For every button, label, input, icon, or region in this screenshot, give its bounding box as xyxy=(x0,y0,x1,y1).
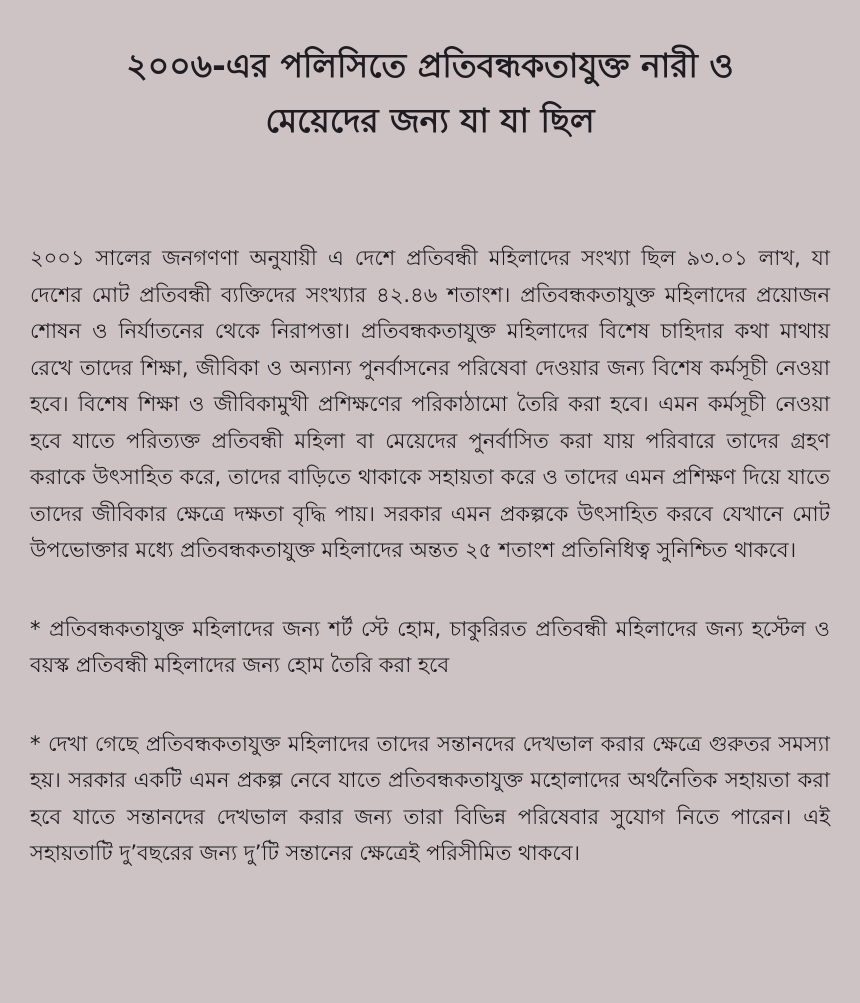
title-line-2: মেয়েদের জন্য যা যা ছিল xyxy=(265,101,595,140)
title-line-1: ২০০৬-এর পলিসিতে প্রতিবন্ধকতাযুক্ত নারী ও xyxy=(126,46,734,85)
paragraph-spacer xyxy=(30,684,830,726)
paragraph-bullet-childcare: * দেখা গেছে প্রতিবন্ধকতাযুক্ত মহিলাদের তাদের সন্তানদের দেখভাল করার ক্ষেত্রে গুরুতর সমস্যা হয়। সরকার একটি এমন প্রকল্প নেবে যাতে প্রতিবন্ধকতাযুক্ত মহোলাদের অর্থনৈতিক সহায়তা করা হবে যাতে সন্তানদের দেখভাল করার জন্য তারা বিভিন্ন পরিষেবার সুযোগ নিতে পারেন। এই সহায়তাটি দু’বছরের জন্য দু’টি সন্তানের ক্ষেত্রেই পরিসীমিত থাকবে। xyxy=(30,731,830,865)
document-body xyxy=(30,240,830,872)
page-title xyxy=(30,38,830,148)
paragraph-intro: ২০০১ সালের জনগণণা অনুযায়ী এ দেশে প্রতিবন্ধী মহিলাদের সংখ্যা ছিল ৯৩.০১ লাখ, যা দেশের মোট প্রতিবন্ধী ব্যক্তিদের সংখ্যার ৪২.৪৬ শতাংশ। প্রতিবন্ধকতাযুক্ত মহিলাদের প্রয়োজন শোষন ও নির্যাতনের থেকে নিরাপত্তা। প্রতিবন্ধকতাযুক্ত মহিলাদের বিশেষ চাহিদার কথা মাথায় রেখে তাদের শিক্ষা, জীবিকা ও অন্যান্য পুনর্বাসনের পরিষেবা দেওয়ার জন্য বিশেষ কর্মসূচী নেওয়া হবে। বিশেষ শিক্ষা ও জীবিকামুখী প্রশিক্ষণের পরিকাঠামো তৈরি করা হবে। এমন কর্মসূচী নেওয়া হবে যাতে পরিত্যক্ত প্রতিবন্ধী মহিলা বা মেয়েদের পুনর্বাসিত করা যায় পরিবারে তাদের গ্রহণ করাকে উৎসাহিত করে, তাদের বাড়িতে থাকাকে সহায়তা করে ও তাদের এমন প্রশিক্ষণ দিয়ে যাতে তাদের জীবিকার ক্ষেত্রে দক্ষতা বৃদ্ধি পায়। সরকার এমন প্রকল্পকে উৎসাহিত করবে যেখানে মোট উপভোক্তার মধ্যে প্রতিবন্ধকতাযুক্ত মহিলাদের অন্তত ২৫ শতাংশ প্রতিনিধিত্ব সুনিশ্চিত থাকবে। xyxy=(30,246,830,562)
paragraph-spacer xyxy=(30,569,830,611)
paragraph-bullet-homes: * প্রতিবন্ধকতাযুক্ত মহিলাদের জন্য শর্ট স্টে হোম, চাকুরিরত প্রতিবন্ধী মহিলাদের জন্য হস্টেল ও বয়স্ক প্রতিবন্ধী মহিলাদের জন্য হোম তৈরি করা হবে xyxy=(30,616,830,677)
